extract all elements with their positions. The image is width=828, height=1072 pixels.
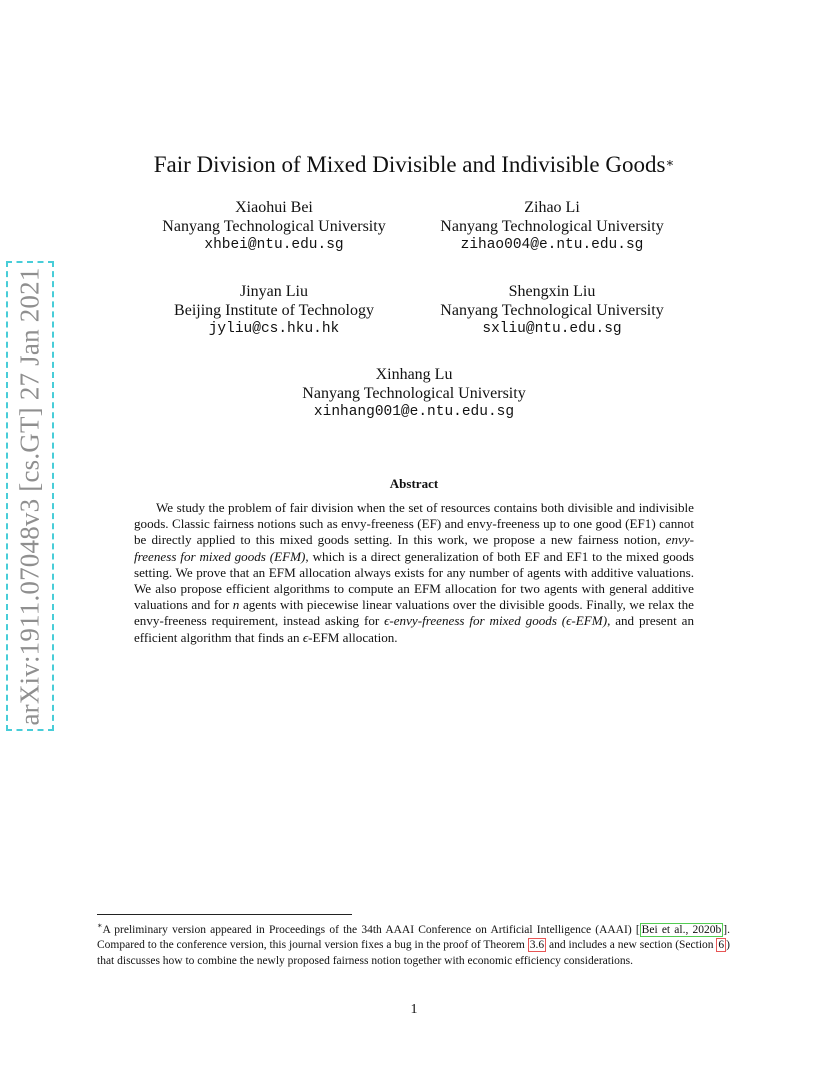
author-block [154, 282, 394, 339]
footnote-text: ) that discusses how to combine the newly proposed fairness notion together with economic efficiency considerations. [97, 939, 730, 967]
footnote-text: A preliminary version appeared in Proceedings of the 34th AAAI Conference on Artificial Intelligence (AAAI) [ [102, 923, 640, 936]
footnote-rule [97, 914, 352, 915]
abstract-text: , which is a direct generalization of both EF and EF1 to the mixed goods setting. We prove that an EFM allocation always exists for any number of agents with additive valuations. We also propose efficient algorithms to compute an EFM allocation for two agents with general additive valuations and for [134, 548, 694, 613]
footnote-mark: ∗ [97, 921, 103, 930]
abstract-text: -EFM allocation. [308, 629, 398, 645]
abstract-heading: Abstract [389, 476, 439, 491]
abstract-math-n: n [232, 597, 240, 613]
author-name: Zihao Li [524, 199, 580, 216]
author-affiliation: Beijing Institute of Technology [174, 302, 374, 319]
theorem-ref-link[interactable]: 3.6 [529, 939, 545, 952]
author-affiliation: Nanyang Technological University [440, 302, 664, 319]
author-block [416, 282, 688, 339]
author-name: Xinhang Lu [375, 366, 453, 383]
arxiv-id: arXiv:1911.07048v3 [cs.GT] 27 Jan 2021 [14, 266, 45, 726]
author-email: jyliu@cs.hku.hk [208, 321, 340, 337]
author-email: xhbei@ntu.edu.sg [204, 237, 344, 253]
page-number: 1 [410, 1002, 418, 1017]
author-email: zihao004@e.ntu.edu.sg [460, 237, 644, 253]
author-affiliation: Nanyang Technological University [162, 218, 386, 235]
author-affiliation: Nanyang Technological University [440, 218, 664, 235]
arxiv-stamp-border [6, 261, 54, 731]
abstract-body [134, 500, 694, 646]
abstract-italic-term: ϵ-envy-freeness for mixed goods (ϵ-EFM) [384, 613, 608, 629]
footnote-text: ]. Compared to the conference version, this journal version fixes a bug in the proof of Theorem [97, 923, 730, 952]
title-footnote-mark: ∗ [665, 155, 675, 170]
author-block [154, 198, 394, 255]
author-name: Jinyan Liu [240, 283, 308, 300]
author-name: Xiaohui Bei [235, 199, 313, 216]
citation-link[interactable]: Bei et al., 2020b [641, 923, 722, 936]
abstract-text: , and present an efficient algorithm that finds an [134, 613, 695, 645]
author-name: Shengxin Liu [508, 283, 596, 300]
arxiv-sidebar-stamp [4, 258, 56, 734]
abstract-math-epsilon: ϵ [302, 629, 309, 645]
footnote-text: and includes a new section (Section [546, 939, 717, 952]
abstract-text: agents with piecewise linear valuations over the divisible goods. Finally, we relax the envy-freeness requirement, instead asking for [134, 597, 694, 629]
paper-title [0, 150, 828, 180]
author-email: sxliu@ntu.edu.sg [482, 321, 622, 337]
abstract-italic-term: envy-freeness for mixed goods (EFM) [134, 532, 694, 564]
author-affiliation: Nanyang Technological University [302, 385, 526, 402]
section-ref-link[interactable]: 6 [718, 939, 725, 952]
author-block [264, 365, 564, 422]
paper-title-text: Fair Division of Mixed Divisible and Indivisible Goods [153, 152, 666, 177]
author-block [426, 198, 678, 255]
abstract-text: We study the problem of fair division when the set of resources contains both divisible and indivisible goods. Classic fairness notions such as envy-freeness (EF) and envy-freeness up to one good (EF1) cannot be directly applied to this mixed goods setting. In this work, we propose a new fairness notion, [134, 500, 694, 548]
author-email: xinhang001@e.ntu.edu.sg [313, 404, 515, 420]
footnote [97, 918, 730, 969]
